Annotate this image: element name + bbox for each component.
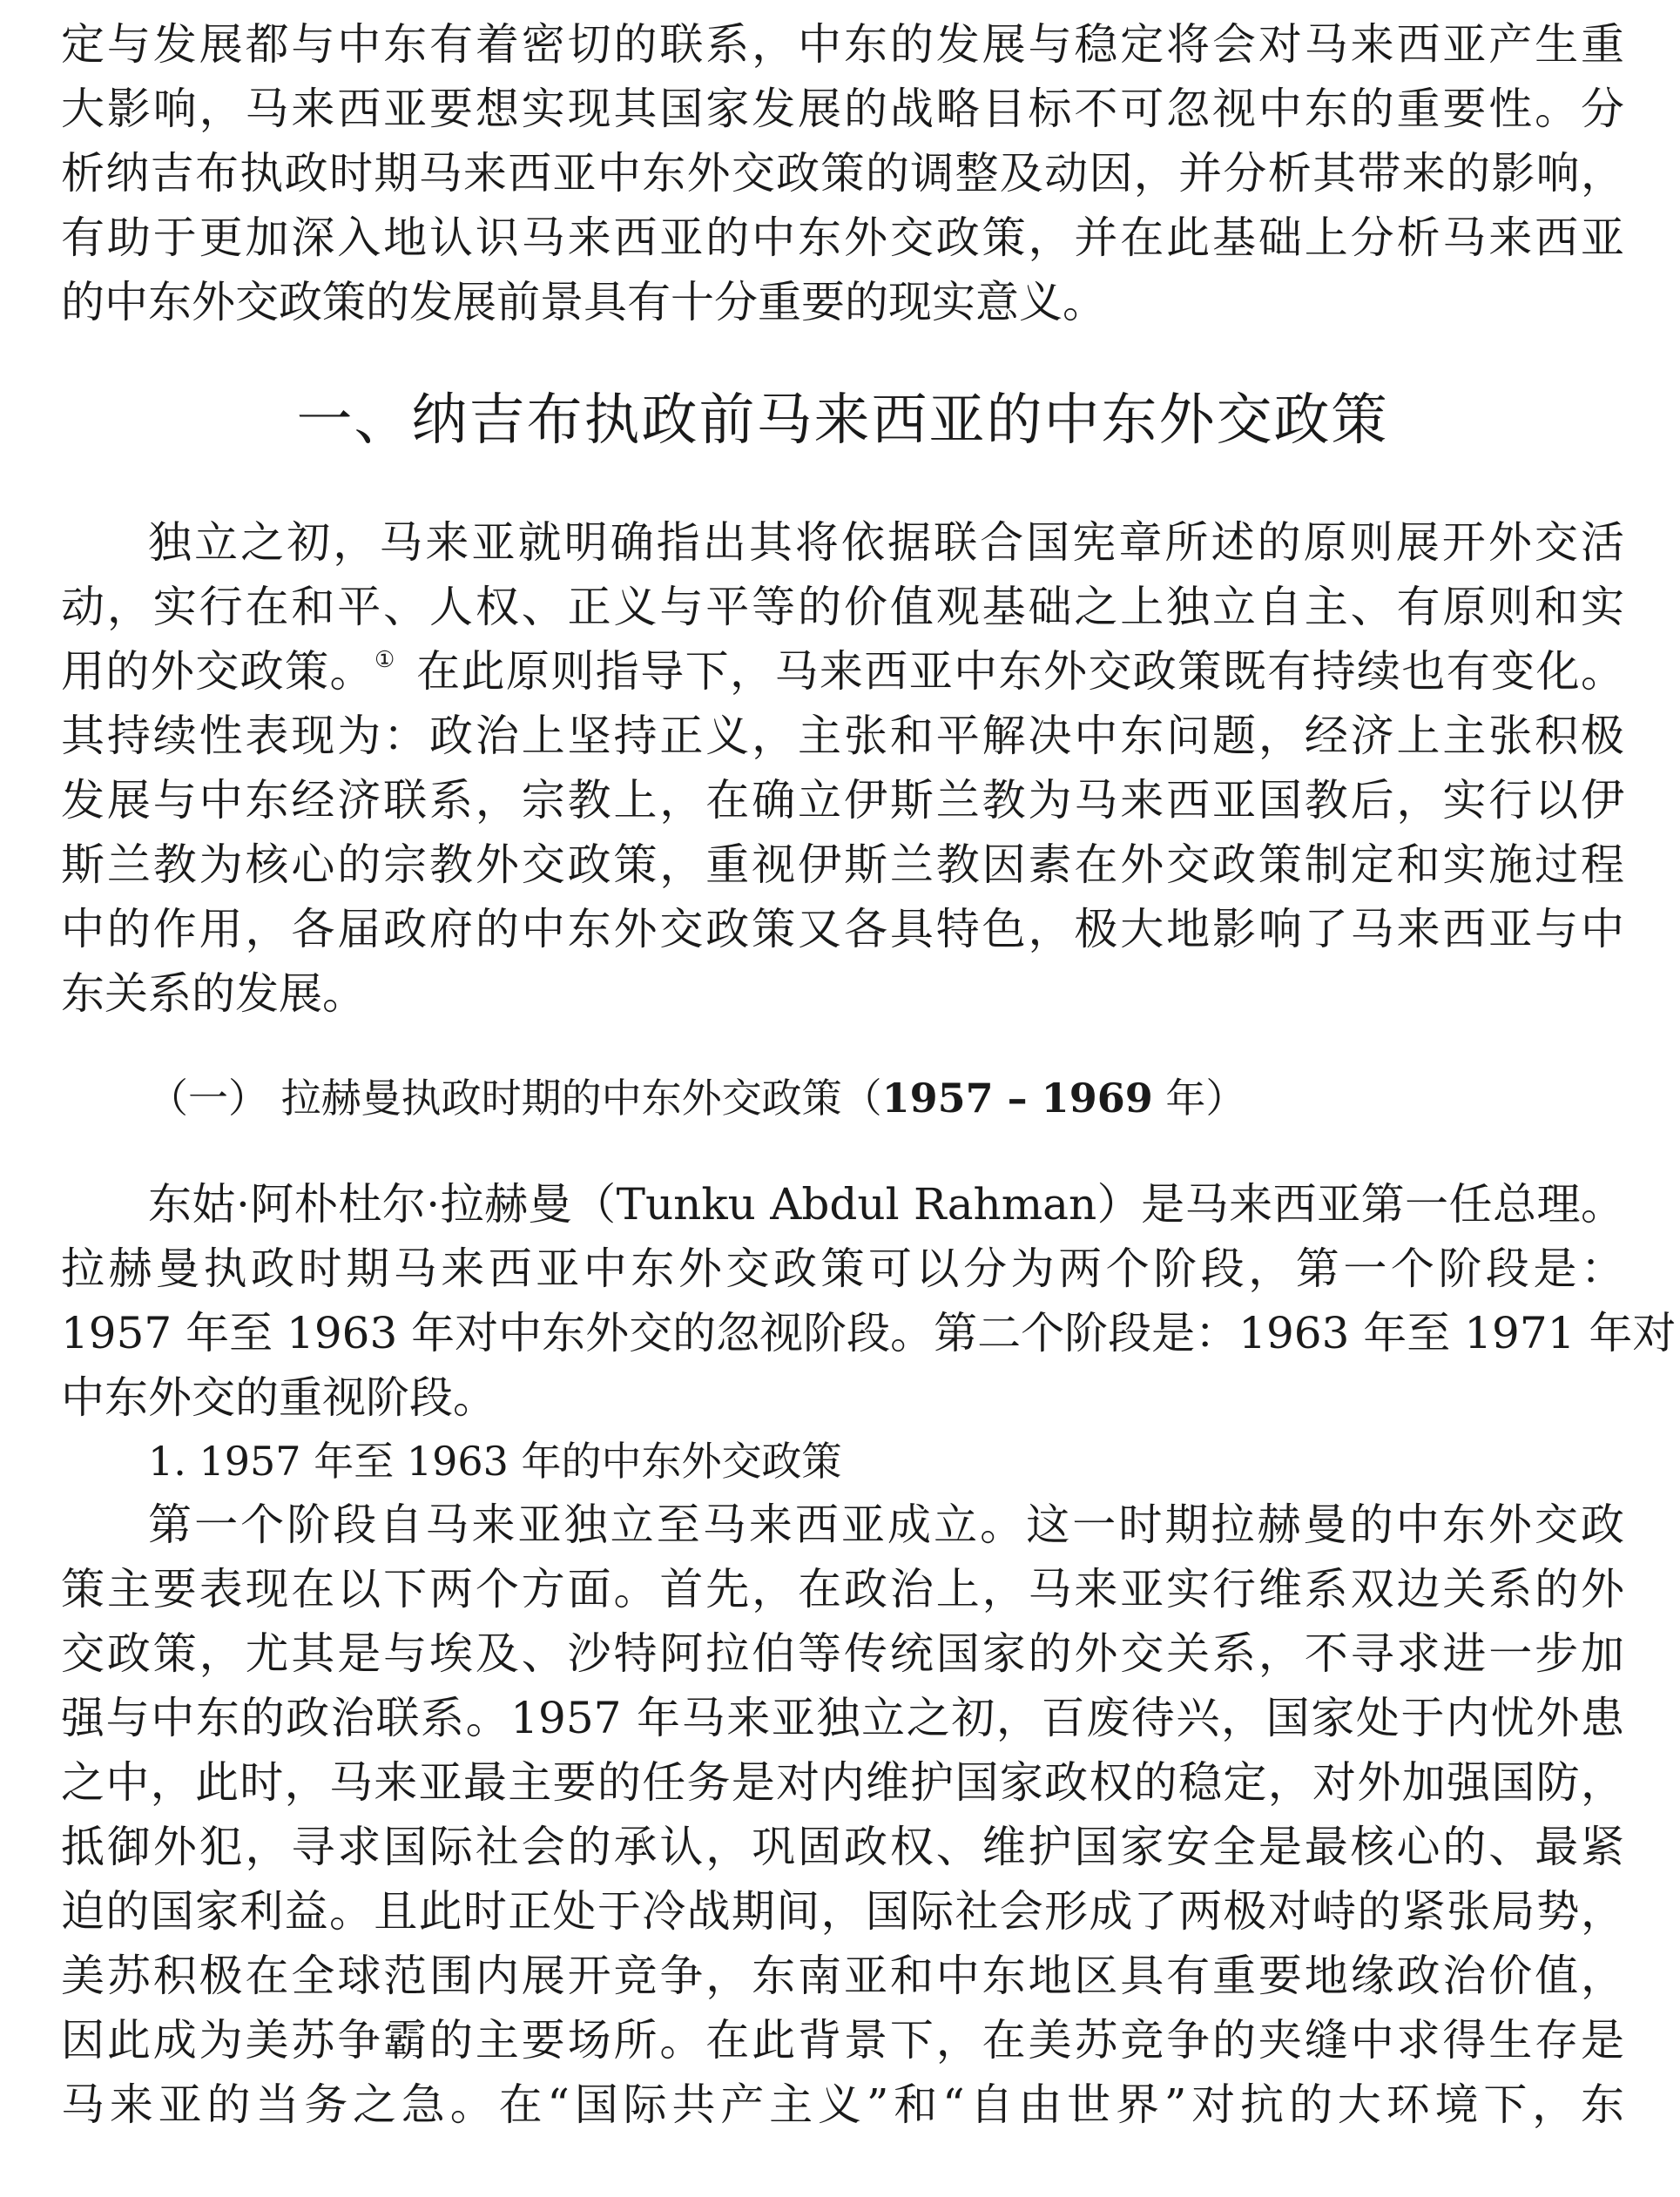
body-line: 拉赫曼执政时期马来西亚中东外交政策可以分为两个阶段，第一个阶段是：: [61, 1243, 1624, 1294]
subsection-years: 1957 – 1969: [881, 1075, 1153, 1122]
body-line: 1957 年至 1963 年对中东外交的忽视阶段。第二个阶段是：1963 年至 1971 年对: [61, 1308, 1677, 1358]
rahman-paragraph: [61, 1172, 1677, 1430]
subsection-title-text: （一） 拉赫曼执政时期的中东外交政策（: [148, 1075, 882, 1122]
body-line: 斯兰教为核心的宗教外交政策，重视伊斯兰教因素在外交政策制定和实施过程: [61, 839, 1624, 890]
intro-line: 的中东外交政策的发展前景具有十分重要的现实意义。: [61, 277, 1106, 327]
intro-line: 析纳吉布执政时期马来西亚中东外交政策的调整及动因，并分析其带来的影响，: [61, 148, 1624, 199]
body-line: 因此成为美苏争霸的主要场所。在此背景下，在美苏竞争的夹缝中求得生存是: [61, 2015, 1624, 2066]
body-line: 独立之初，马来亚就明确指出其将依据联合国宪章所述的原则展开外交活: [148, 517, 1624, 568]
body-text: 用的外交政策。: [61, 646, 374, 697]
body-line: 中的作用，各届政府的中东外交政策又各具特色，极大地影响了马来西亚与中: [61, 904, 1624, 954]
body-line: 策主要表现在以下两个方面。首先，在政治上，马来亚实行维系双边关系的外: [61, 1564, 1624, 1614]
item-body-paragraph: [61, 1493, 1624, 2137]
body-line: 强与中东的政治联系。1957 年马来亚独立之初，百废待兴，国家处于内忧外患: [61, 1693, 1624, 1743]
body-line: 迫的国家利益。且此时正处于冷战期间，国际社会形成了两极对峙的紧张局势，: [61, 1886, 1624, 1937]
subsection-title: [61, 1068, 1624, 1129]
body-line: 动，实行在和平、人权、正义与平等的价值观基础之上独立自主、有原则和实: [61, 582, 1624, 632]
body-line: 中东外交的重视阶段。: [61, 1372, 496, 1423]
body-line: 之中，此时，马来亚最主要的任务是对内维护国家政权的稳定，对外加强国防，: [61, 1757, 1624, 1808]
body-line: 其持续性表现为：政治上坚持正义，主张和平解决中东问题，经济上主张积极: [61, 711, 1624, 761]
body-line: 抵御外犯，寻求国际社会的承认，巩固政权、维护国家安全是最核心的、最紧: [61, 1822, 1624, 1872]
body-line: 发展与中东经济联系，宗教上，在确立伊斯兰教为马来西亚国教后，实行以伊: [61, 775, 1624, 826]
item-title: 1. 1957 年至 1963 年的中东外交政策: [148, 1438, 842, 1485]
footnote-marker[interactable]: ①: [374, 647, 396, 673]
section-title: 一、纳吉布执政前马来西亚的中东外交政策: [296, 388, 1389, 453]
body-line: 东姑·阿朴杜尔·拉赫曼（Tunku Abdul Rahman）是马来西亚第一任总理。: [148, 1179, 1624, 1230]
intro-line: 定与发展都与中东有着密切的联系，中东的发展与稳定将会对马来西亚产生重: [61, 19, 1624, 70]
subsection-title-suffix: 年）: [1152, 1075, 1246, 1122]
independence-paragraph: [61, 510, 1624, 1026]
body-line-with-footnote: [61, 639, 1624, 704]
body-line: 交政策，尤其是与埃及、沙特阿拉伯等传统国家的外交关系，不寻求进一步加: [61, 1628, 1624, 1679]
body-text: 在此原则指导下，马来西亚中东外交政策既有持续也有变化。: [415, 646, 1625, 697]
intro-line: 有助于更加深入地认识马来西亚的中东外交政策，并在此基础上分析马来西亚: [61, 212, 1624, 263]
intro-paragraph: [61, 12, 1624, 334]
body-line: 马来亚的当务之急。在“国际共产主义”和“自由世界”对抗的大环境下，东: [61, 2079, 1624, 2130]
body-line: 美苏积极在全球范围内展开竞争，东南亚和中东地区具有重要地缘政治价值，: [61, 1951, 1624, 2001]
intro-line: 大影响，马来西亚要想实现其国家发展的战略目标不可忽视中东的重要性。分: [61, 84, 1624, 134]
document-page: [61, 12, 1677, 2137]
body-line: 第一个阶段自马来亚独立至马来西亚成立。这一时期拉赫曼的中东外交政: [148, 1499, 1624, 1550]
body-line: 东关系的发展。: [61, 968, 366, 1019]
